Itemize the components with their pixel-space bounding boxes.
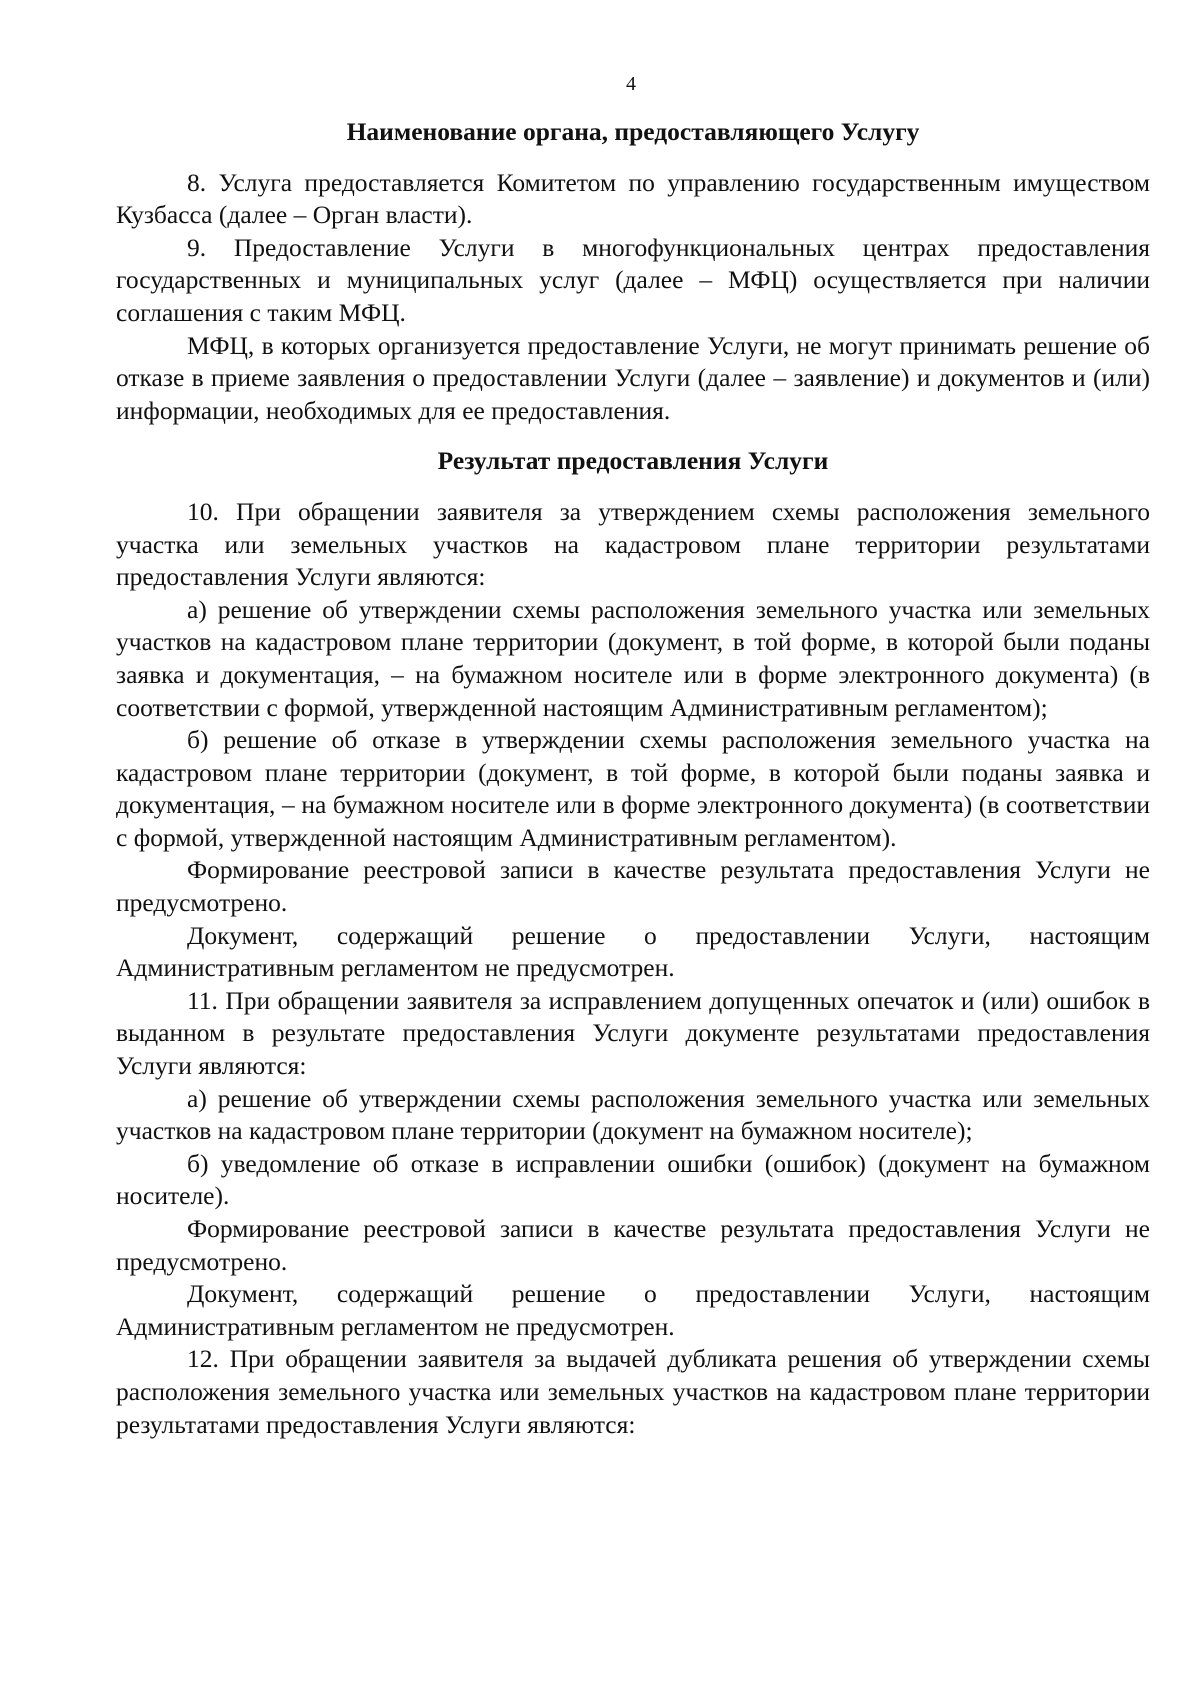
document-body bbox=[116, 116, 1150, 1441]
section-heading: Наименование органа, предоставляющего Услугу bbox=[346, 117, 920, 146]
section-service-result bbox=[116, 427, 1150, 1441]
section-issuing-body bbox=[116, 116, 1150, 427]
paragraph: Формирование реестровой записи в качестве результата предоставления Услуги не предусмотрено. bbox=[116, 855, 1150, 918]
paragraph: б) решение об отказе в утверждении схемы расположения земельного участка на кадастровом плане территории (документ, в той форме, в которой были поданы заявка и документация, – на бумажном носителе или в форме электронного документа) (в соответствии с формой, утвержденной настоящим Административным регламентом). bbox=[116, 725, 1150, 852]
paragraph: 10. При обращении заявителя за утверждением схемы расположения земельного участка или земельных участков на кадастровом плане территории результатами предоставления Услуги являются: bbox=[116, 496, 1150, 592]
paragraph: а) решение об утверждении схемы расположения земельного участка или земельных участков на кадастровом плане территории (документ, в той форме, в которой были поданы заявка и документация, – на бумажном носителе или в форме электронного документа) (в соответствии с формой, утвержденной настоящим Административным регламентом); bbox=[116, 594, 1150, 722]
paragraph: б) уведомление об отказе в исправлении ошибки (ошибок) (документ на бумажном носителе). bbox=[116, 1148, 1150, 1211]
paragraph: Документ, содержащий решение о предоставлении Услуги, настоящим Административным регламентом не предусмотрен. bbox=[116, 920, 1150, 983]
page-number: 4 bbox=[626, 73, 636, 95]
paragraph: 12. При обращении заявителя за выдачей дубликата решения об утверждении схемы расположения земельного участка или земельных участков на кадастровом плане территории результатами предоставления Услуги являются: bbox=[116, 1344, 1150, 1439]
paragraph: МФЦ, в которых организуется предоставление Услуги, не могут принимать решение об отказе в приеме заявления о предоставлении Услуги (далее – заявление) и документов и (или) информации, необходимых для ее предоставления. bbox=[116, 330, 1150, 425]
paragraph: 9. Предоставление Услуги в многофункциональных центрах предоставления государственных и муниципальных услуг (далее – МФЦ) осуществляется при наличии соглашения с таким МФЦ. bbox=[116, 232, 1150, 327]
paragraph: 11. При обращении заявителя за исправлением допущенных опечаток и (или) ошибок в выданном в результате предоставления Услуги документе результатами предоставления Услуги являются: bbox=[116, 985, 1150, 1081]
section-heading: Результат предоставления Услуги bbox=[437, 446, 829, 476]
paragraph: 8. Услуга предоставляется Комитетом по управлению государственным имуществом Кузбасса (далее – Орган власти). bbox=[116, 167, 1150, 230]
paragraph: а) решение об утверждении схемы расположения земельного участка или земельных участков на кадастровом плане территории (документ на бумажном носителе); bbox=[116, 1083, 1150, 1146]
paragraph: Формирование реестровой записи в качестве результата предоставления Услуги не предусмотрено. bbox=[116, 1214, 1150, 1276]
paragraph: Документ, содержащий решение о предоставлении Услуги, настоящим Административным регламентом не предусмотрен. bbox=[116, 1279, 1150, 1341]
